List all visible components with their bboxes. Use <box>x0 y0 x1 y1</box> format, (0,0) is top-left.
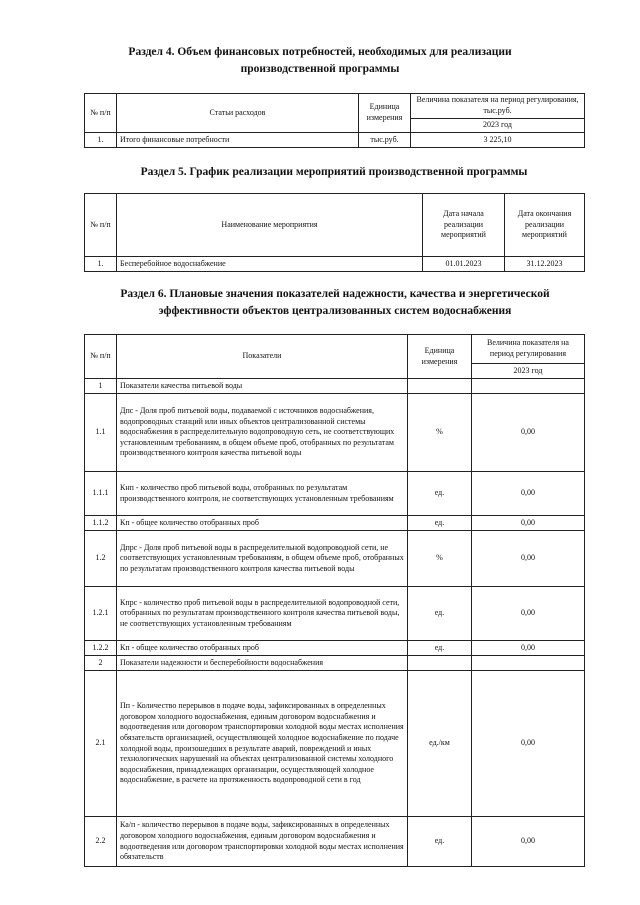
s6-row-unit: ед. <box>408 472 472 516</box>
section5-table <box>84 193 585 272</box>
s6-row-num: 1.2.2 <box>85 641 117 656</box>
s6-row-text: Дпс - Доля проб питьевой воды, подаваемой с источников водоснабжения, водопроводных станций или иных объектов централизованной системы водоснабжения в распределительную водопроводную сеть, не соответствующих установленным требованиям, в общем объеме проб, отобранных по результатам производственного контроля качества питьевой воды <box>117 394 408 472</box>
s4-header-year: 2023 год <box>411 119 585 133</box>
s6-row-value: 0,00 <box>472 817 585 867</box>
table-row <box>85 133 585 148</box>
table-row <box>85 587 585 641</box>
s6-row-unit: ед. <box>408 516 472 531</box>
s6-row-num: 1.1.2 <box>85 516 117 531</box>
s5-row-start: 01.01.2023 <box>423 257 505 272</box>
s6-row-unit: ед. <box>408 641 472 656</box>
section6-title: Раздел 6. Плановые значения показателей надежности, качества и энергетической эффективности объектов централизованных систем водоснабжения <box>120 288 550 317</box>
s6-header-unit: Единица измерения <box>408 335 472 379</box>
s6-row-unit <box>408 656 472 671</box>
s6-row-num: 1 <box>85 379 117 394</box>
table-row <box>85 472 585 516</box>
s6-row-text: Пп - Количество перерывов в подаче воды, зафиксированных в определенных договором холодного водоснабжения, единым договором водоснабжения и водоотведения или договором транспортировки холодной воды местах исполнения обязательств организацией, осуществляющей холодное водоснабжение по подаче холодной воды, произошедших в результате аварий, повреждений и иных технологических нарушений на объектах централизованной системы холодного водоснабжения, принадлежащих организации, осуществляющей холодное водоснабжение, в расчете на протяженность водопроводной сети в год <box>117 671 408 817</box>
s5-row-num: 1. <box>85 257 117 272</box>
s6-row-value: 0,00 <box>472 641 585 656</box>
s6-row-unit: % <box>408 531 472 587</box>
s6-row-num: 1.2.1 <box>85 587 117 641</box>
table-row <box>85 257 585 272</box>
table-row <box>85 379 585 394</box>
section4-table <box>84 93 585 148</box>
s6-row-unit <box>408 379 472 394</box>
s6-row-unit: ед./км <box>408 671 472 817</box>
s6-row-text: Показатели качества питьевой воды <box>117 379 408 394</box>
s6-row-text: Кпрс - количество проб питьевой воды в распределительной водопроводной сети, отобранных по результатам производственного контроля качества питьевой воды, не соответствующих установленным требованиям <box>117 587 408 641</box>
s6-row-num: 1.1.1 <box>85 472 117 516</box>
s6-row-text: Кп - общее количество отобранных проб <box>117 516 408 531</box>
s5-header-name: Наименование мероприятия <box>117 194 423 257</box>
table-row <box>85 656 585 671</box>
section5-title: Раздел 5. График реализации мероприятий производственной программы <box>140 166 528 178</box>
s4-row-num: 1. <box>85 133 117 148</box>
s6-header-num: № п/п <box>85 335 117 379</box>
s6-row-value: 0,00 <box>472 531 585 587</box>
s6-row-num: 2 <box>85 656 117 671</box>
s5-row-end: 31.12.2023 <box>505 257 585 272</box>
s6-row-value <box>472 656 585 671</box>
section4-title: Раздел 4. Объем финансовых потребностей, необходимых для реализации производственной программы <box>128 46 512 75</box>
table-row <box>85 516 585 531</box>
s6-row-text: Кнп - количество проб питьевой воды, отобранных по результатам производственного контроля, не соответствующих установленным требованиям <box>117 472 408 516</box>
s6-row-num: 1.1 <box>85 394 117 472</box>
s6-row-num: 2.2 <box>85 817 117 867</box>
s4-header-num: № п/п <box>85 94 117 133</box>
section6-table <box>84 334 585 867</box>
s5-header-num: № п/п <box>85 194 117 257</box>
table-row <box>85 641 585 656</box>
s6-row-value: 0,00 <box>472 394 585 472</box>
s4-row-value: 3 225,10 <box>411 133 585 148</box>
table-row <box>85 531 585 587</box>
s6-row-value: 0,00 <box>472 587 585 641</box>
s6-row-text: Кп - общее количество отобранных проб <box>117 641 408 656</box>
s4-row-item: Итого финансовые потребности <box>117 133 359 148</box>
s4-header-item: Статьи расходов <box>117 94 359 133</box>
s4-header-unit: Единица измерения <box>359 94 411 133</box>
s6-row-num: 1.2 <box>85 531 117 587</box>
s6-header-year: 2023 год <box>472 364 585 379</box>
s6-row-value <box>472 379 585 394</box>
table-row <box>85 394 585 472</box>
s5-header-start: Дата начала реализации мероприятий <box>423 194 505 257</box>
s4-header-value: Величина показателя на период регулирования, тыс.руб. <box>411 94 585 119</box>
s6-row-text: Дпрс - Доля проб питьевой воды в распределительной водопроводной сети, не соответствующих установленным требованиям, в общем объеме проб, отобранных по результатам производственного контроля качества питьевой воды <box>117 531 408 587</box>
table-row <box>85 671 585 817</box>
s6-row-unit: % <box>408 394 472 472</box>
s6-row-unit: ед. <box>408 587 472 641</box>
s6-row-unit: ед. <box>408 817 472 867</box>
table-row <box>85 817 585 867</box>
s6-row-value: 0,00 <box>472 472 585 516</box>
s6-row-value: 0,00 <box>472 516 585 531</box>
s6-header-indicator: Показатели <box>117 335 408 379</box>
s6-row-value: 0,00 <box>472 671 585 817</box>
s5-header-end: Дата окончания реализации мероприятий <box>505 194 585 257</box>
s4-row-unit: тыс.руб. <box>359 133 411 148</box>
s5-row-name: Бесперебойное водоснабжение <box>117 257 423 272</box>
s6-row-text: Ка/п - количество перерывов в подаче воды, зафиксированных в определенных договором холодного водоснабжения, единым договором водоснабжения и водоотведения или договором транспортировки холодной воды местах исполнения обязательств <box>117 817 408 867</box>
s6-header-value: Величина показателя на период регулирования <box>472 335 585 364</box>
s6-row-text: Показатели надежности и бесперебойности водоснабжения <box>117 656 408 671</box>
s6-row-num: 2.1 <box>85 671 117 817</box>
